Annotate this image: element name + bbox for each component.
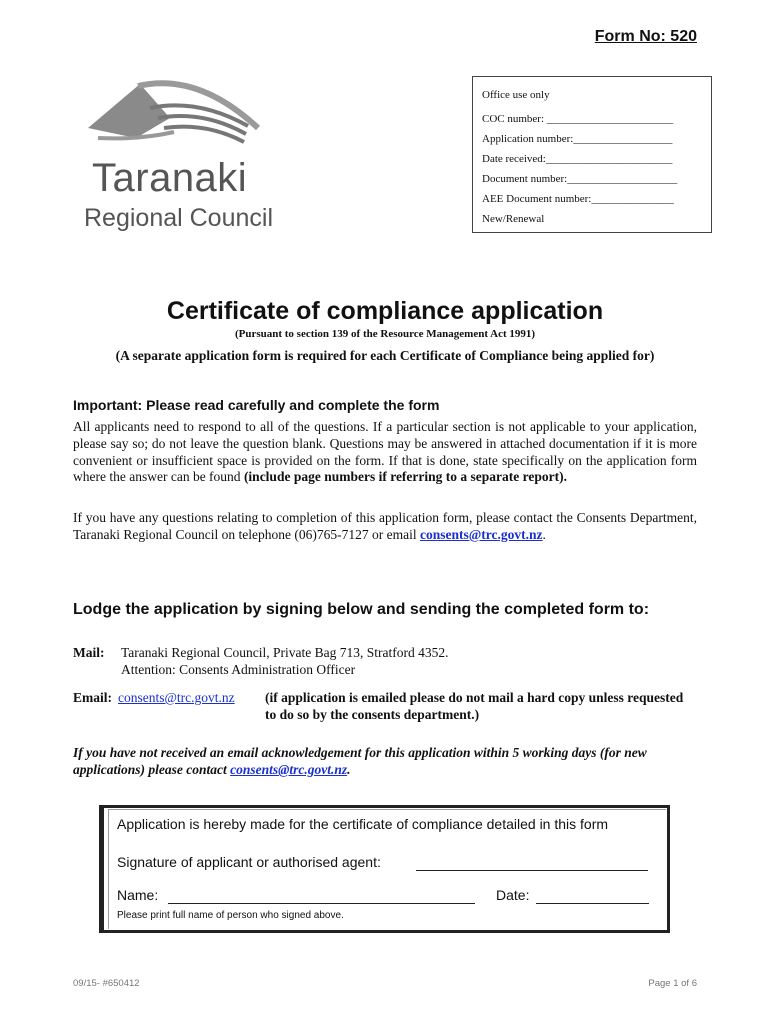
signature-field[interactable]	[416, 870, 648, 871]
signature-label: Signature of applicant or authorised agent:	[117, 854, 381, 870]
contact-paragraph	[73, 510, 697, 544]
document-reference: 09/15- #650412	[73, 978, 140, 989]
lodge-heading: Lodge the application by signing below and sending the completed form to:	[73, 601, 650, 618]
logo-mountain-icon	[78, 78, 318, 168]
name-field[interactable]	[168, 903, 475, 904]
signature-box	[99, 805, 670, 933]
important-heading: Important: Please read carefully and complete the form	[73, 397, 440, 413]
application-number-field: Application number:__________________	[482, 133, 673, 145]
print-name-note: Please print full name of person who signed above.	[117, 910, 344, 921]
acknowledgement-period: .	[347, 762, 351, 777]
form-number: Form No: 520	[594, 28, 697, 45]
date-field[interactable]	[536, 903, 649, 904]
email-label: Email:	[73, 690, 112, 705]
instructions-paragraph	[73, 419, 697, 486]
page-title: Certificate of compliance application	[166, 297, 604, 325]
page-subtitle: (Pursuant to section 139 of the Resource Management Act 1991)	[234, 328, 536, 340]
office-use-title: Office use only	[482, 89, 550, 101]
separate-application-note: (A separate application form is required for each Certificate of Compliance being applied for)	[115, 348, 655, 363]
acknowledgement-email-link[interactable]: consents@trc.govt.nz	[230, 762, 348, 777]
coc-number-field: COC number: _______________________	[482, 113, 674, 125]
mail-address: Taranaki Regional Council, Private Bag 713, Stratford 4352.	[121, 645, 449, 660]
council-logo	[78, 78, 318, 248]
name-label: Name:	[117, 887, 159, 903]
logo-subname: Regional Council	[84, 204, 274, 232]
email-link-container	[118, 690, 235, 706]
office-use-box	[472, 76, 712, 233]
mail-attention: Attention: Consents Administration Officer	[121, 662, 356, 677]
email-note: (if application is emailed please do not mail a hard copy unless requested to do so by the consents department.)	[265, 690, 684, 722]
contact-period: .	[542, 526, 546, 542]
contact-email-link[interactable]: consents@trc.govt.nz	[419, 526, 543, 542]
logo-name: Taranaki	[92, 156, 248, 200]
application-statement: Application is hereby made for the certificate of compliance detailed in this form	[117, 816, 609, 832]
acknowledgement-text: If you have not received an email acknowledgement for this application within 5 working days (for new applications) please contact	[73, 745, 647, 777]
acknowledgement-note	[73, 744, 697, 778]
mail-label: Mail:	[73, 645, 105, 660]
date-received-field: Date received:_______________________	[482, 153, 673, 165]
contact-text: If you have any questions relating to completion of this application form, please contact the Consents Department, Taranaki Regional Council on telephone (06)765-7127 or email	[73, 510, 697, 542]
aee-document-number-field: AEE Document number:_______________	[482, 193, 674, 205]
signature-box-inner	[108, 809, 666, 929]
document-number-field: Document number:____________________	[482, 173, 678, 185]
instructions-bold-note: (include page numbers if referring to a separate report).	[243, 469, 568, 485]
lodge-email-link[interactable]: consents@trc.govt.nz	[118, 690, 235, 705]
new-renewal-field: New/Renewal	[482, 213, 545, 225]
instructions-text: All applicants need to respond to all of the questions. If a particular section is not applicable to your application, please say so; do not leave the question blank. Questions may be answered in attached documentation if it is more convenient or insufficient space is provided on the form. If that is done, state specifically on the application form where the answer can be found	[73, 419, 697, 485]
page-number: Page 1 of 6	[648, 978, 697, 989]
date-label: Date:	[496, 887, 530, 903]
